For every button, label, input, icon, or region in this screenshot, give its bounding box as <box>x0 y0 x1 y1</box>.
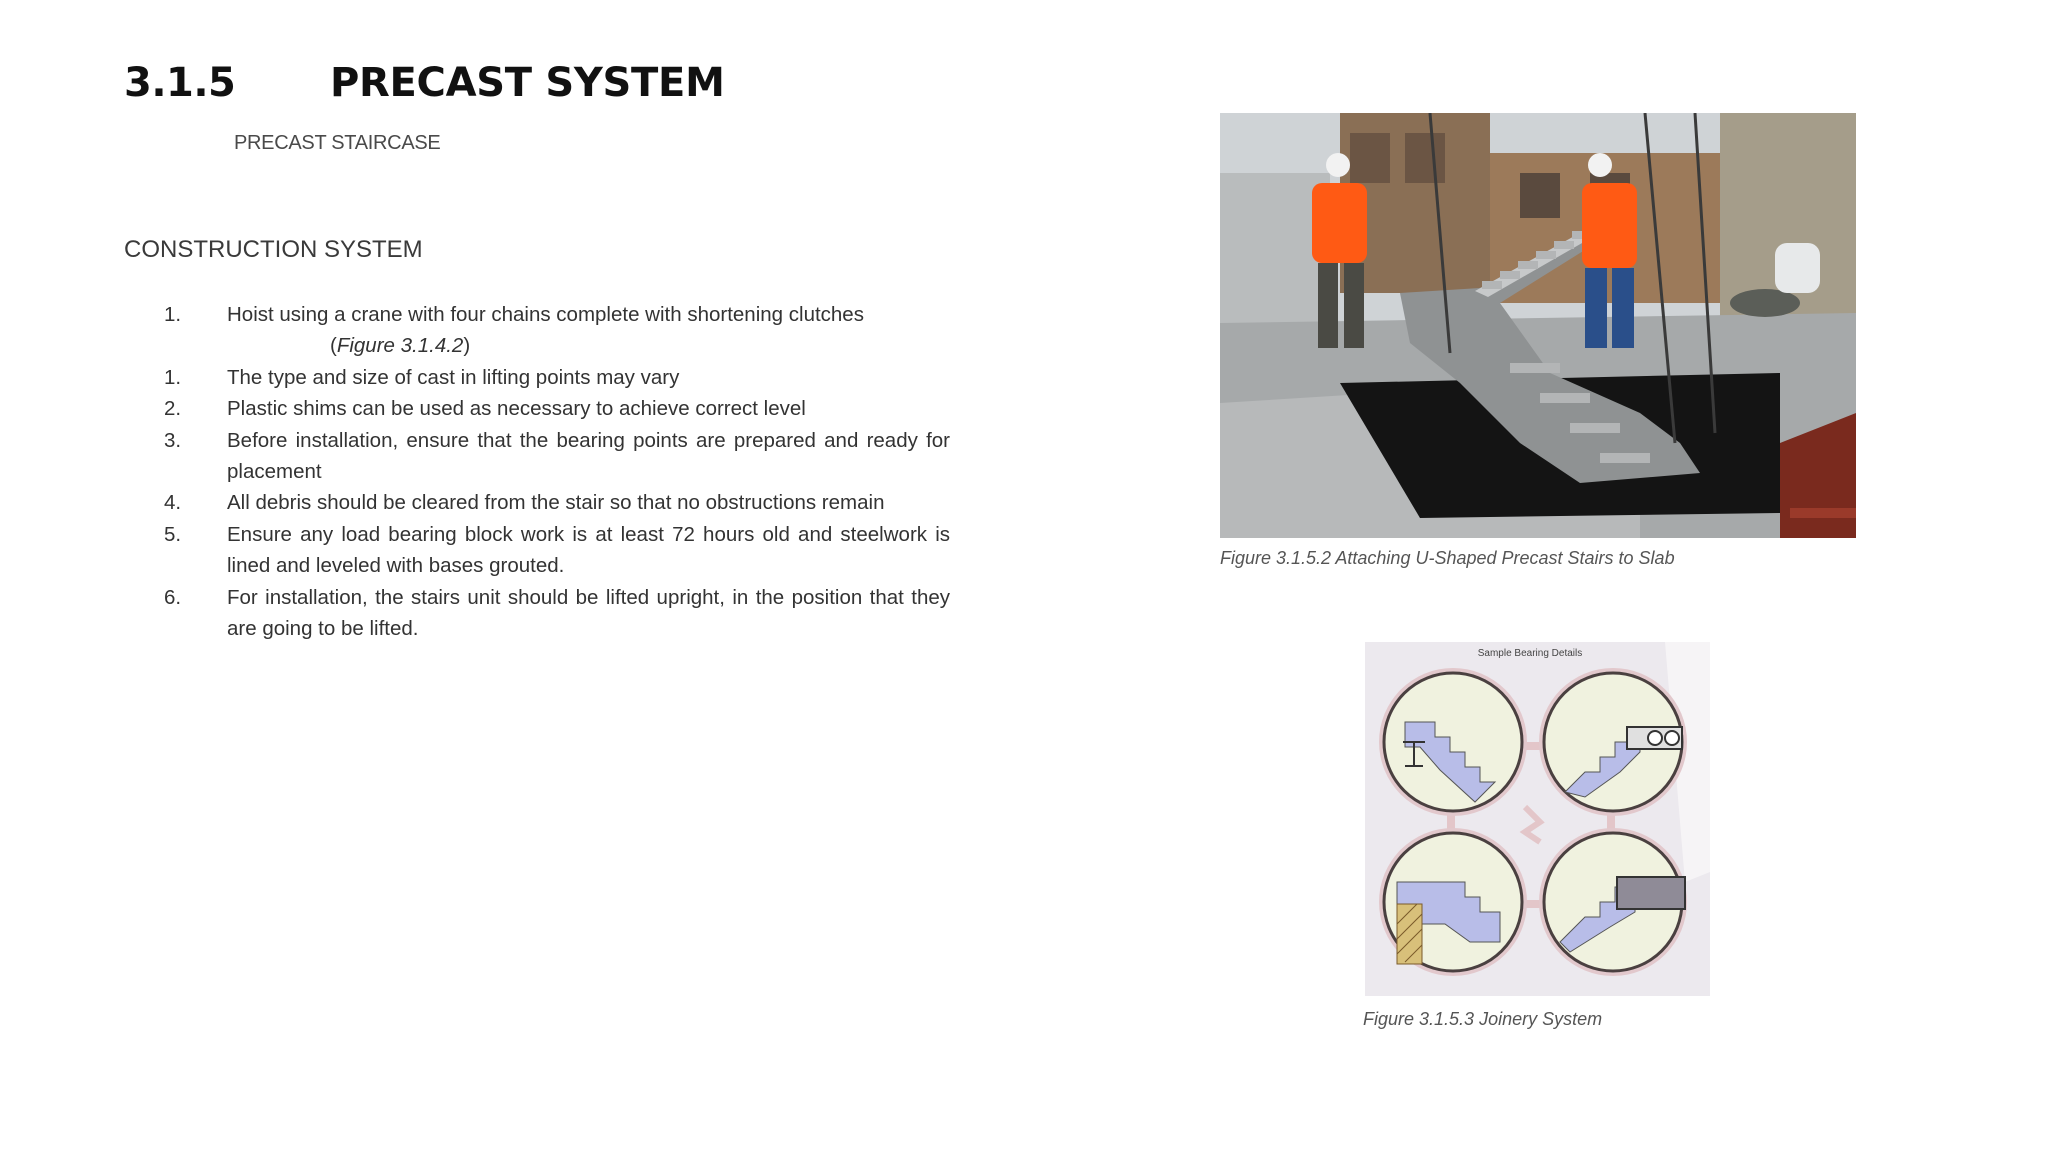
precast-stair-photo <box>1220 113 1856 538</box>
step-text: All debris should be cleared from the stair so that no obstructions remain <box>227 491 885 515</box>
step-item <box>124 487 950 518</box>
figure-reference-label: Figure 3.1.4.2 <box>336 334 464 358</box>
bearing-details-title: Sample Bearing Details <box>1477 648 1583 659</box>
step-number: 4. <box>164 491 182 515</box>
photo-caption: Figure 3.1.5.2 Attaching U-Shaped Precast Stairs to Slab <box>1220 548 1675 568</box>
step-number: 5. <box>164 522 182 546</box>
construction-steps-list <box>124 299 950 644</box>
section-number: 3.1.5 <box>124 60 236 106</box>
section-subtitle: PRECAST STAIRCASE <box>234 132 441 154</box>
step-item <box>124 519 950 582</box>
construction-heading: CONSTRUCTION SYSTEM <box>124 236 423 263</box>
figure-reference: (Figure 3.1.4.2) <box>330 334 471 358</box>
step-number: 3. <box>164 428 182 452</box>
step-text: The type and size of cast in lifting points may vary <box>227 365 680 389</box>
step-text: For installation, the stairs unit should be lifted upright, in the position that they are going to be lifted. <box>227 585 950 641</box>
step-text: Before installation, ensure that the bearing points are prepared and ready for placement <box>227 428 950 484</box>
step-item <box>124 299 950 330</box>
step-number: 6. <box>164 585 182 609</box>
step-item <box>124 425 950 488</box>
step-item <box>124 362 950 393</box>
step-text: Hoist using a crane with four chains complete with shortening clutches <box>227 303 864 326</box>
bearing-details-diagram <box>1365 642 1710 996</box>
section-title: PRECAST SYSTEM <box>330 60 725 106</box>
step-number: 1. <box>164 365 182 389</box>
step-text: Ensure any load bearing block work is at least 72 hours old and steelwork is lined and leveled with bases grouted. <box>227 522 950 578</box>
step-number: 1. <box>164 303 182 326</box>
diagram-caption: Figure 3.1.5.3 Joinery System <box>1363 1009 1603 1029</box>
step-item <box>124 582 950 645</box>
step-text: Plastic shims can be used as necessary to achieve correct level <box>227 397 806 421</box>
step-number: 2. <box>164 397 182 421</box>
step-item <box>124 393 950 424</box>
